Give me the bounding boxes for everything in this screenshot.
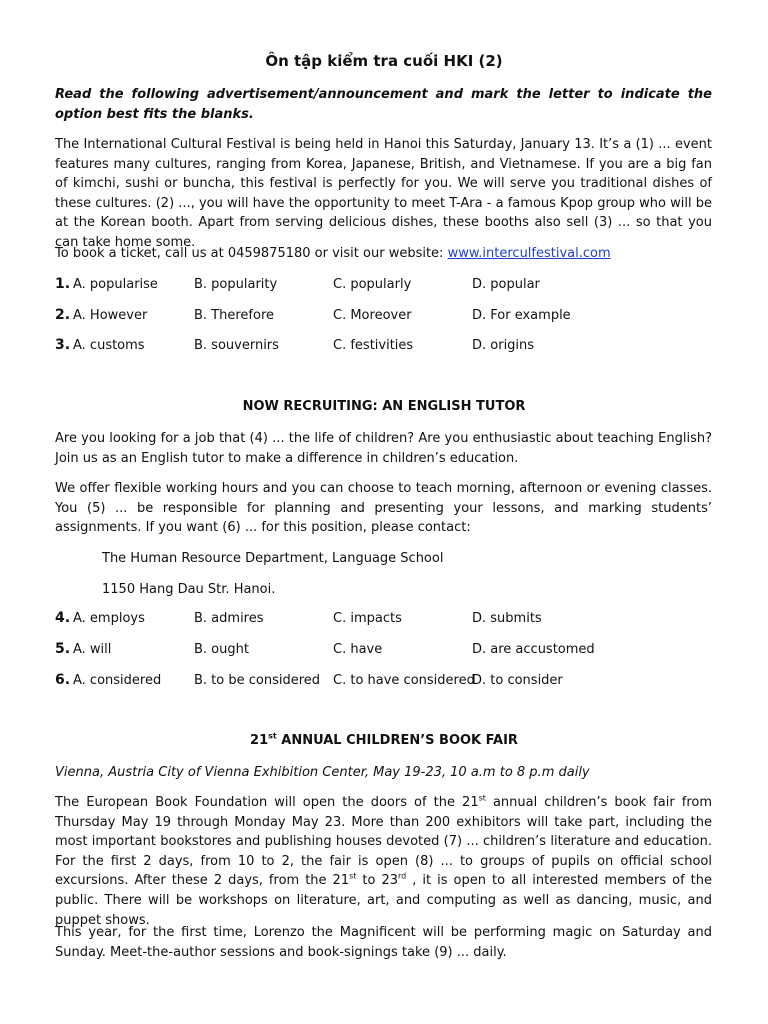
question-row (55, 611, 715, 631)
instruction: Read the following advertisement/announcement and mark the letter to indicate the option best fits the blanks. (55, 87, 712, 122)
book-fair-paragraph-1 (55, 793, 712, 930)
heading-ordinal-suffix: st (268, 731, 277, 741)
option-a[interactable]: A. However (73, 308, 148, 323)
option-b[interactable]: B. Therefore (194, 308, 275, 323)
option-b[interactable]: B. souvernirs (194, 338, 279, 353)
question-row (55, 277, 715, 297)
option-a[interactable]: A. customs (73, 338, 145, 353)
option-d[interactable]: D. For example (472, 308, 571, 323)
question-number: 5. (55, 641, 71, 657)
ordinal-suffix: st (478, 793, 486, 803)
question-number: 2. (55, 307, 71, 323)
page-title: Ôn tập kiểm tra cuối HKI (2) (265, 52, 503, 70)
option-d[interactable]: D. origins (472, 338, 535, 353)
option-c[interactable]: C. festivities (333, 338, 414, 353)
option-a[interactable]: A. employs (73, 611, 145, 626)
option-b[interactable]: B. popularity (194, 277, 278, 292)
option-b[interactable]: B. ought (194, 642, 249, 657)
question-number: 1. (55, 276, 71, 292)
option-c[interactable]: C. Moreover (333, 308, 412, 323)
option-d[interactable]: D. to consider (472, 673, 563, 688)
heading-text: ANNUAL CHILDREN’S BOOK FAIR (276, 733, 518, 748)
question-number: 4. (55, 610, 71, 626)
section-heading-book-fair (0, 733, 768, 748)
option-c[interactable]: C. to have considered (333, 673, 475, 688)
option-d[interactable]: D. submits (472, 611, 542, 626)
text-run: The European Book Foundation will open the doors of the 21 (55, 795, 479, 810)
question-row (55, 673, 715, 693)
option-a[interactable]: A. will (73, 642, 112, 657)
question-row (55, 308, 715, 328)
contact-department: The Human Resource Department, Language School (102, 551, 444, 566)
text-run: , it is open to all interested members of the public. There will be workshops on literature, art, and computing as well as dancing, music, and puppet shows. (55, 873, 712, 928)
book-fair-dateline: Vienna, Austria City of Vienna Exhibition Center, May 19-23, 10 a.m to 8 p.m daily (55, 765, 590, 780)
option-c[interactable]: C. impacts (333, 611, 402, 626)
text-run: annual children’s book fair from Thursday May 19 through Monday May 23. More than 200 exhibitors will take part, including the most important bookstores and publishing houses devoted (7) ... children’s literature and education. For the first 2 days, from 10 to 2, the fair is open (8) ... to groups of pupils on official school excursions. After these 2 days, from the 21 (55, 795, 712, 889)
section-heading-tutor: NOW RECRUITING: AN ENGLISH TUTOR (242, 399, 526, 414)
website-link[interactable]: www.interculfestival.com (447, 246, 611, 261)
tutor-paragraph-1: Are you looking for a job that (4) ... the life of children? Are you enthusiastic about teaching English? Join us as an English tutor to make a difference in children’s education. (55, 431, 712, 466)
book-fair-paragraph-2: This year, for the first time, Lorenzo the Magnificent will be performing magic on Saturday and Sunday. Meet-the-author sessions and book-signings take (9) ... daily. (55, 925, 712, 960)
booking-text: To book a ticket, call us at 0459875180 or visit our website: (55, 246, 448, 261)
text-run: to 23 (356, 873, 399, 889)
option-d[interactable]: D. are accustomed (472, 642, 595, 657)
option-a[interactable]: A. considered (73, 673, 162, 688)
question-row (55, 338, 715, 358)
ordinal-suffix: rd (398, 872, 407, 882)
booking-line (55, 244, 712, 264)
question-number: 3. (55, 337, 71, 353)
tutor-paragraph-2: We offer flexible working hours and you can choose to teach morning, afternoon or evening classes. You (5) ... be responsible for planning and presenting your lessons, and marking students’ assignments. If you want (6) ... for this position, please contact: (55, 481, 712, 536)
heading-ordinal: 21 (250, 733, 269, 748)
option-c[interactable]: C. popularly (333, 277, 412, 292)
festival-passage: The International Cultural Festival is being held in Hanoi this Saturday, January 13. It’s a (1) ... event features many cultures, ranging from Korea, Japanese, British, and Vietnamese. If you are a big fan of kimchi, sushi or buncha, this festival is perfectly for you. We will serve you traditional dishes of these cultures. (2) ..., you will have the opportunity to meet T-Ara - a famous Kpop group who will be at the Korean booth. Apart from serving delicious dishes, these booths also sell (3) ... so that you can take home some. (55, 137, 712, 250)
option-d[interactable]: D. popular (472, 277, 540, 292)
option-b[interactable]: B. to be considered (194, 673, 321, 688)
question-row (55, 642, 715, 662)
contact-address: 1150 Hang Dau Str. Hanoi. (102, 582, 276, 597)
option-c[interactable]: C. have (333, 642, 383, 657)
option-a[interactable]: A. popularise (73, 277, 158, 292)
option-b[interactable]: B. admires (194, 611, 264, 626)
ordinal-suffix: st (349, 872, 357, 882)
question-number: 6. (55, 672, 71, 688)
